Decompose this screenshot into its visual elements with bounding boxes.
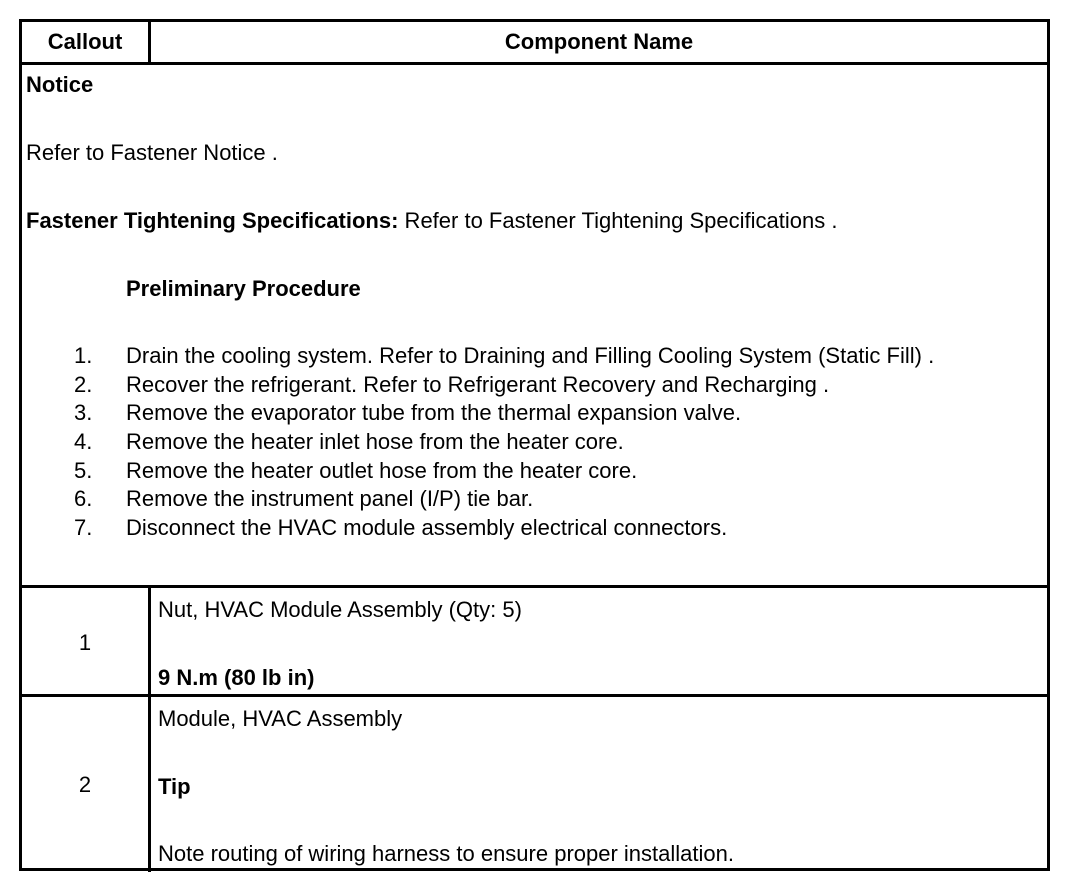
step-text: Disconnect the HVAC module assembly electrical connectors.: [126, 515, 728, 540]
step-number: 4.: [74, 429, 93, 454]
step-number: 2.: [74, 372, 93, 397]
notice-text: Refer to Fastener Notice .: [26, 140, 278, 165]
row-divider: [22, 694, 1047, 697]
fastener-spec-text: Refer to Fastener Tightening Specifications .: [398, 208, 838, 233]
tip-title: Tip: [158, 774, 191, 799]
step-number: 1.: [74, 343, 93, 368]
row-torque-spec: 9 N.m (80 lb in): [158, 665, 315, 690]
step-number: 7.: [74, 515, 93, 540]
step-number: 5.: [74, 458, 93, 483]
row-component-name: Nut, HVAC Module Assembly (Qty: 5): [158, 597, 522, 622]
row-component-name: Module, HVAC Assembly: [158, 706, 403, 731]
step-text: Remove the evaporator tube from the thermal expansion valve.: [126, 400, 742, 425]
fastener-spec-line: [26, 208, 837, 234]
step-text: Drain the cooling system. Refer to Draining and Filling Cooling System (Static Fill) .: [126, 343, 935, 368]
step-number: 6.: [74, 486, 93, 511]
step-text: Remove the instrument panel (I/P) tie bar.: [126, 486, 534, 511]
header-divider: [22, 62, 1047, 65]
row-callout: 2: [78, 772, 92, 797]
notice-block-divider: [22, 585, 1047, 588]
step-text: Remove the heater outlet hose from the heater core.: [126, 458, 638, 483]
step-number: 3.: [74, 400, 93, 425]
header-callout: Callout: [47, 29, 123, 54]
tip-text: Note routing of wiring harness to ensure proper installation.: [158, 841, 734, 866]
header-component-name: Component Name: [504, 29, 694, 54]
row-column-divider: [148, 585, 151, 872]
step-text: Remove the heater inlet hose from the heater core.: [126, 429, 624, 454]
procedure-table: [19, 19, 1050, 871]
notice-title: Notice: [26, 72, 94, 97]
preliminary-procedure-title: Preliminary Procedure: [126, 276, 361, 301]
row-callout: 1: [78, 630, 92, 655]
step-text: Recover the refrigerant. Refer to Refrigerant Recovery and Recharging .: [126, 372, 830, 397]
fastener-spec-label: Fastener Tightening Specifications:: [26, 208, 399, 233]
